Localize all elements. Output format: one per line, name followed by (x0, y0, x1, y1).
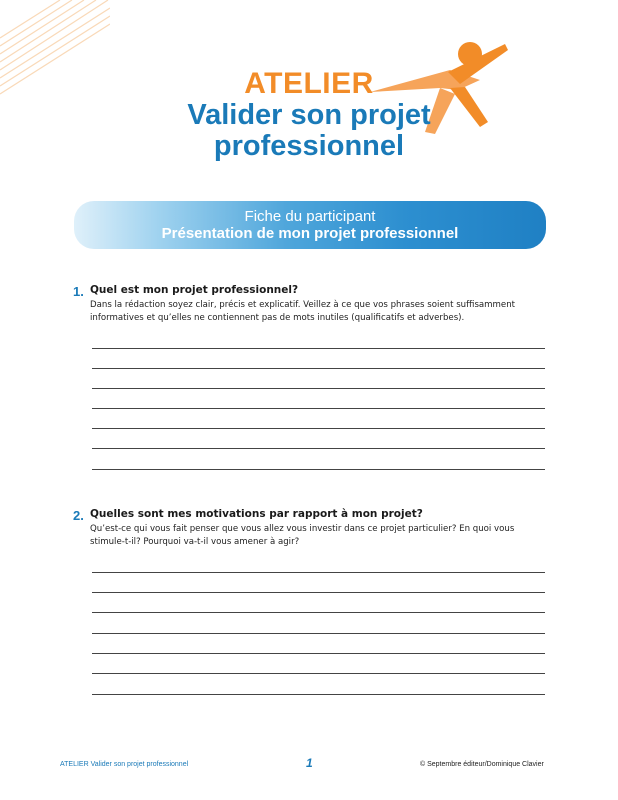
answer-line[interactable] (92, 469, 545, 470)
section-banner (74, 201, 546, 249)
page-number: 1 (306, 756, 313, 770)
answer-line[interactable] (92, 694, 545, 695)
answer-line[interactable] (92, 448, 545, 449)
footer-title: ATELIER Valider son projet professionnel (60, 761, 189, 768)
answer-line[interactable] (92, 348, 545, 349)
answer-line[interactable] (92, 633, 545, 634)
question-description: Dans la rédaction soyez clair, précis et explicatif. Veillez à ce que vos phrases soient suffisamment informatives et qu’elles ne contiennent pas de mots inutiles (qualificatifs et adverbes). (90, 300, 516, 323)
question-number: 2. (73, 508, 84, 523)
question-number: 1. (73, 284, 84, 299)
question-description: Qu’est-ce qui vous fait penser que vous allez vous investir dans ce projet particulier? En quoi vous stimule-t-il? Pourquoi va-t-il vous amener à agir? (90, 524, 515, 547)
answer-line[interactable] (92, 673, 545, 674)
page-title-block (0, 68, 618, 162)
answer-line[interactable] (92, 388, 545, 389)
answer-line[interactable] (92, 592, 545, 593)
title-line-2: Valider son projet (187, 99, 431, 131)
question-title: Quelles sont mes motivations par rapport à mon projet? (90, 508, 423, 520)
answer-line[interactable] (92, 653, 545, 654)
banner-subtitle: Fiche du participant (244, 208, 376, 225)
footer-copyright: © Septembre éditeur/Dominique Clavier (420, 761, 544, 768)
answer-line[interactable] (92, 368, 545, 369)
answer-line[interactable] (92, 572, 545, 573)
title-line-3: professionnel (213, 130, 405, 162)
answer-line[interactable] (92, 612, 545, 613)
answer-line[interactable] (92, 428, 545, 429)
answer-line[interactable] (92, 408, 545, 409)
title-atelier: ATELIER (244, 67, 374, 100)
question-title: Quel est mon projet professionnel? (90, 284, 299, 296)
banner-heading: Présentation de mon projet professionnel (161, 225, 459, 242)
